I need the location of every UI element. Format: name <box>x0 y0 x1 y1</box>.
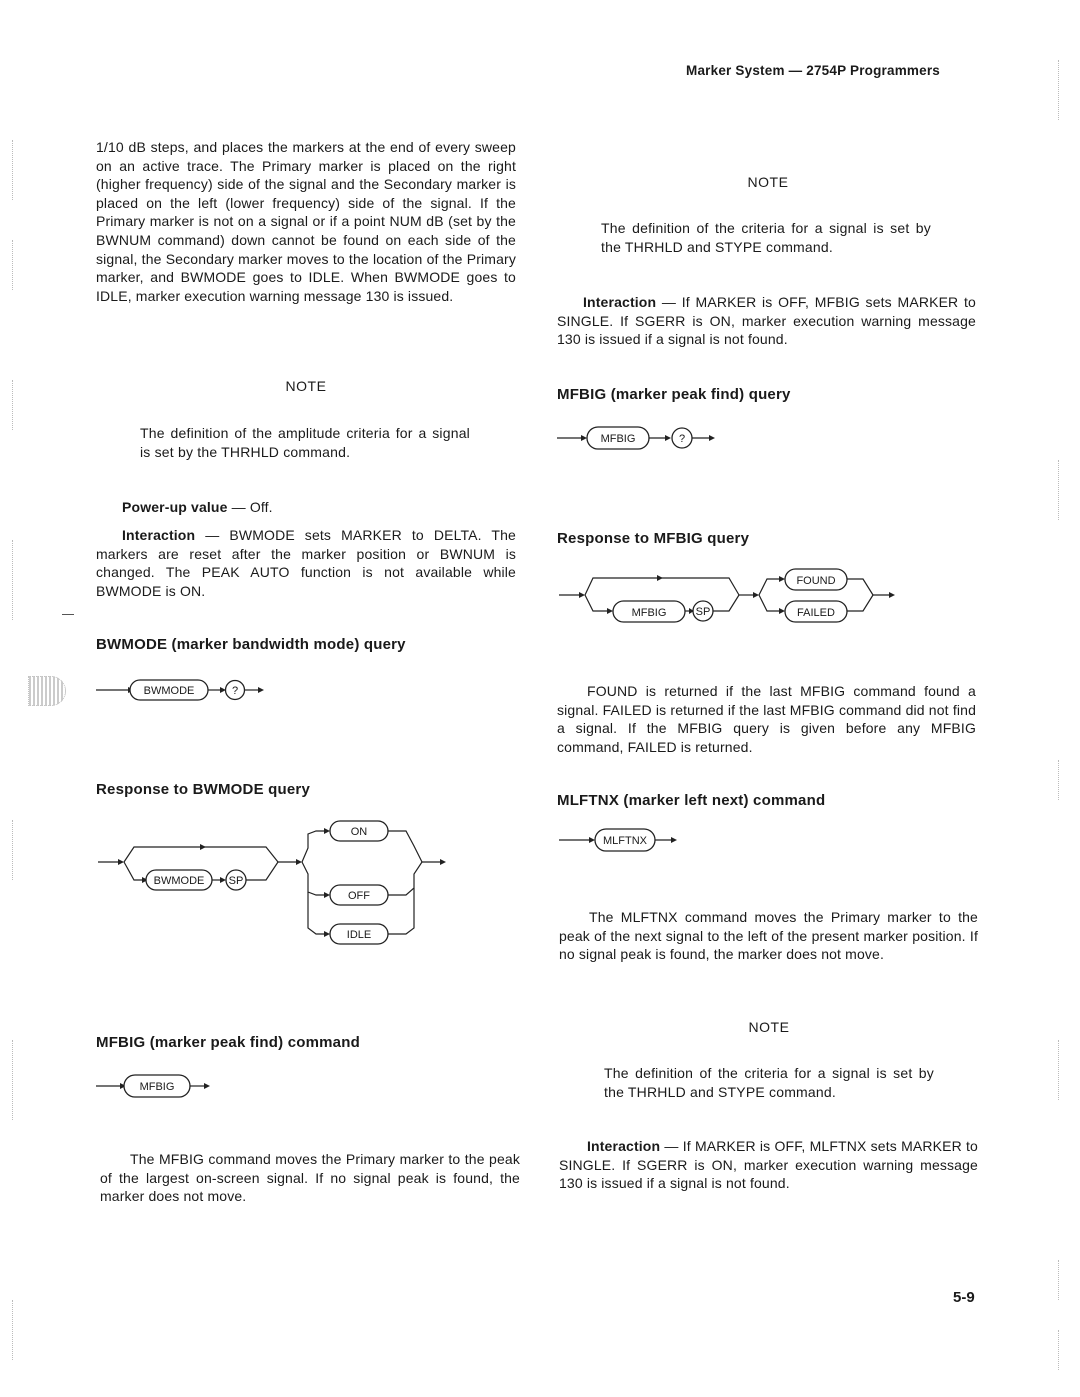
section-heading: Response to MFBIG query <box>557 530 750 547</box>
intro-paragraph: 1/10 dB steps, and places the markers at the end of every sweep on an active trace. The Primary marker is placed on the right (higher frequency) side of the signal and the Secondary marker is placed on the left (lower frequency) side of the signal. If the Primary marker is not on a signal or if a point NUM dB (set by the BWNUM command) down cannot be found on each side of the signal, the Secondary marker moves to the location of the Primary marker, and BWMODE goes to IDLE. When BWMODE goes to IDLE, marker execution warning message 130 is issued. <box>96 139 516 304</box>
powerup-value <box>96 498 516 517</box>
scan-artifact <box>12 1040 13 1120</box>
scan-artifact <box>1058 1330 1059 1370</box>
node-label: ? <box>231 685 239 697</box>
scan-artifact <box>12 240 13 290</box>
powerup-setting: Off. <box>249 499 273 515</box>
mfbig-description: The MFBIG command moves the Primary marker to the peak of the largest on-screen signal. If no signal peak is found, the marker does not move. <box>100 1151 520 1205</box>
note-text: The definition of the criteria for a signal is set by the THRHLD and STYPE command. <box>604 1065 934 1100</box>
option-label: FAILED <box>797 607 835 619</box>
powerup-label: Power-up value <box>122 499 228 515</box>
section-heading: MFBIG (marker peak find) query <box>557 386 791 403</box>
scan-artifact <box>1058 1040 1059 1100</box>
scan-artifact <box>12 540 13 620</box>
running-head: Marker System — 2754P Programmers <box>686 63 940 78</box>
option-label: IDLE <box>346 929 372 941</box>
mfbig-response-description: FOUND is returned if the last MFBIG command found a signal. FAILED is returned if the last MFBIG command did not find a signal. If the MFBIG query is given before any MFBIG command, FAILED is returned. <box>557 683 976 755</box>
note-title: NOTE <box>285 378 327 394</box>
note-title: NOTE <box>747 174 789 190</box>
scan-artifact <box>12 140 13 200</box>
bwmode-response-syntax-diagram <box>96 812 456 947</box>
dash: — <box>195 527 230 543</box>
node-label: SP <box>228 875 244 887</box>
section-heading: MLFTNX (marker left next) command <box>557 792 826 809</box>
node-label: MLFTNX <box>603 835 647 847</box>
mfbig-command-syntax-diagram <box>94 1070 224 1102</box>
mfbig-query-syntax-diagram <box>555 423 725 455</box>
interaction-text: BWMODE sets MARKER to DELTA. The markers are reset after the marker position or BWNUM is changed. The PEAK AUTO function is not available while BWMODE is ON. <box>96 527 516 599</box>
scan-artifact <box>12 380 13 430</box>
dash: — <box>227 499 250 515</box>
scan-artifact <box>1058 1260 1059 1300</box>
node-label: MFBIG <box>139 1081 175 1093</box>
node-label: BWMODE <box>153 875 205 887</box>
interaction-label: Interaction <box>122 527 196 543</box>
dash: — <box>660 1138 683 1154</box>
scan-artifact <box>12 1300 13 1360</box>
scan-artifact <box>1058 760 1059 800</box>
binding-hole-artifact <box>28 676 66 706</box>
node-label: MFBIG <box>631 607 667 619</box>
scan-artifact <box>12 820 13 880</box>
section-heading: Response to BWMODE query <box>96 781 310 798</box>
option-label: OFF <box>348 890 370 902</box>
scan-artifact <box>1058 460 1059 520</box>
node-label: MFBIG <box>600 433 636 445</box>
interaction-label: Interaction <box>583 294 657 310</box>
interaction-text: If MARKER is OFF, MLFTNX sets MARKER to SINGLE. If SGERR is ON, marker execution warning message 130 is issued if a signal is not found. <box>559 1138 978 1192</box>
option-label: FOUND <box>796 575 836 587</box>
note-text: The definition of the criteria for a signal is set by the THRHLD and STYPE command. <box>601 220 931 255</box>
node-label: BWMODE <box>143 685 195 697</box>
interaction-text: If MARKER is OFF, MFBIG sets MARKER to SINGLE. If SGERR is ON, marker execution warning message 130 is issued if a signal is not found. <box>557 294 976 348</box>
interaction-paragraph <box>557 293 976 349</box>
mlftnx-description: The MLFTNX command moves the Primary marker to the peak of the next signal to the left of the present marker position. If no signal peak is found, the marker does not move. <box>559 909 978 963</box>
scan-artifact <box>62 614 74 615</box>
interaction-paragraph <box>559 1137 978 1193</box>
scan-artifact <box>1058 60 1059 120</box>
dash: — <box>656 294 682 310</box>
page-number: 5-9 <box>953 1289 975 1306</box>
note-title: NOTE <box>748 1019 790 1035</box>
mlftnx-command-syntax-diagram <box>557 826 687 858</box>
mfbig-response-syntax-diagram <box>557 562 902 630</box>
bwmode-query-syntax-diagram <box>94 674 274 706</box>
node-label: ? <box>678 433 686 445</box>
option-label: ON <box>350 826 368 838</box>
section-heading: BWMODE (marker bandwidth mode) query <box>96 636 406 653</box>
section-heading: MFBIG (marker peak find) command <box>96 1034 360 1051</box>
node-label: SP <box>695 606 711 618</box>
interaction-paragraph <box>96 526 516 600</box>
note-text: The definition of the amplitude criteria for a signal is set by the THRHLD command. <box>140 425 470 460</box>
interaction-label: Interaction <box>587 1138 661 1154</box>
